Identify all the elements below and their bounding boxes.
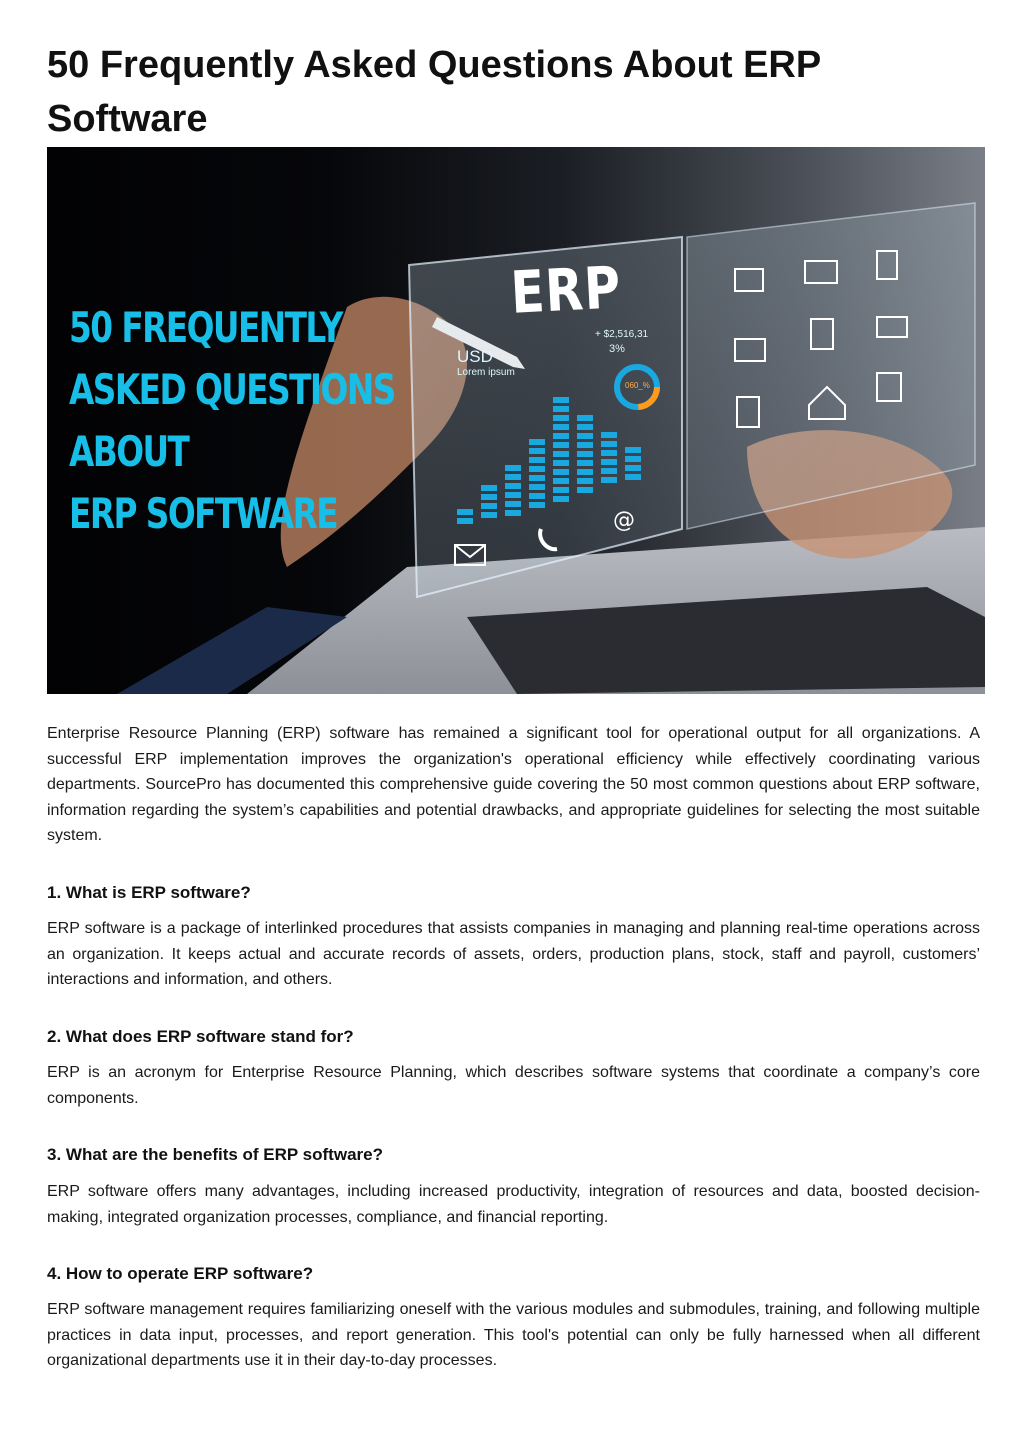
hero-image xyxy=(47,147,985,694)
hero-headline-line: 50 FREQUENTLY xyxy=(69,303,342,352)
page-title: 50 Frequently Asked Questions About ERP Software xyxy=(47,44,821,140)
holo-currency: USD xyxy=(457,347,493,366)
hero-headline-line: ERP SOFTWARE xyxy=(69,489,338,538)
holo-erp-title: ERP xyxy=(509,253,623,327)
question-answer: ERP software is a package of interlinked procedures that assists companies in managing and planning real-time operations across an organization. It keeps actual and accurate records of assets, orders, production plans, stock, staff and payroll, customers’ interactions and information, and others. xyxy=(47,920,980,988)
holo-amount: + $2,516,31 xyxy=(595,329,649,340)
hero-headline-line: ABOUT xyxy=(69,427,189,476)
holo-gauge-value: 060_% xyxy=(625,381,650,390)
intro-paragraph: Enterprise Resource Planning (ERP) software has remained a significant tool for operational output for all organizations. A successful ERP implementation improves the organization's operational efficiency while effectively coordinating various departments. SourcePro has documented this comprehensive guide covering the 50 most common questions about ERP software, information regarding the system’s capabilities and potential drawbacks, and appropriate guidelines for selecting the most suitable system. xyxy=(47,725,980,844)
question-answer: ERP software management requires familiarizing oneself with the various modules and submodules, training, and following multiple practices in data input, processes, and report generation. This tool's potential can only be fully harnessed when all different organizational departments use it in their day-to-day processes. xyxy=(47,1301,980,1369)
holo-currency-sub: Lorem ipsum xyxy=(457,367,515,378)
question-heading: 3. What are the benefits of ERP software? xyxy=(47,1145,383,1164)
holo-percent: 3% xyxy=(609,343,625,355)
question-answer: ERP is an acronym for Enterprise Resource Planning, which describes software systems that coordinate a company’s core components. xyxy=(47,1064,980,1107)
question-heading: 4. How to operate ERP software? xyxy=(47,1264,314,1283)
question-answer: ERP software offers many advantages, including increased productivity, integration of resources and data, boosted decision-making, integrated organization processes, compliance, and financial reporting. xyxy=(47,1183,980,1226)
hero-headline xyxy=(69,297,395,545)
question-heading: 1. What is ERP software? xyxy=(47,883,251,902)
at-icon: @ xyxy=(613,508,635,533)
question-heading: 2. What does ERP software stand for? xyxy=(47,1027,354,1046)
hero-headline-line: ASKED QUESTIONS xyxy=(69,365,395,414)
